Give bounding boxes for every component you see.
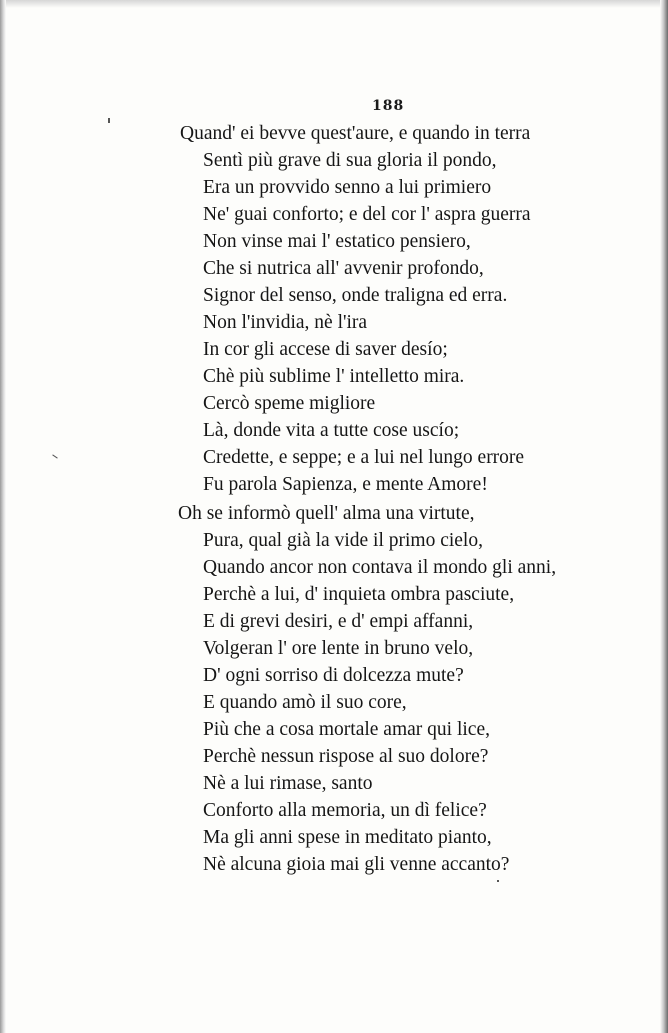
poem-line: Quando ancor non contava il mondo gli anni, bbox=[203, 557, 557, 578]
poem-line: Là, donde vita a tutte cose uscío; bbox=[203, 420, 460, 441]
poem-line: D' ogni sorriso di dolcezza mute? bbox=[203, 665, 464, 686]
page-right-edge-shadow bbox=[660, 0, 668, 1033]
poem-line: Nè a lui rimase, santo bbox=[203, 773, 373, 794]
ink-speck bbox=[52, 454, 57, 458]
poem-line: Perchè a lui, d' inquieta ombra pasciute, bbox=[203, 584, 515, 605]
poem-line: Ma gli anni spese in meditato pianto, bbox=[203, 827, 492, 848]
poem-line: Cercò speme migliore bbox=[203, 393, 376, 414]
poem-line: In cor gli accese di saver desío; bbox=[203, 339, 448, 360]
poem-line: Fu parola Sapienza, e mente Amore! bbox=[203, 474, 488, 495]
poem-line: E quando amò il suo core, bbox=[203, 692, 407, 713]
poem-line: Pura, qual già la vide il primo cielo, bbox=[203, 530, 483, 551]
poem-line: Era un provvido senno a lui primiero bbox=[203, 177, 492, 198]
ink-speck bbox=[497, 880, 499, 882]
poem-line: Non vinse mai l' estatico pensiero, bbox=[203, 231, 471, 252]
poem-line: Ne' guai conforto; e del cor l' aspra guerra bbox=[203, 204, 531, 225]
page-left-edge-shadow bbox=[0, 0, 6, 1033]
poem-line: Quand' ei bevve quest'aure, e quando in terra bbox=[180, 123, 531, 144]
page-top-edge-shadow bbox=[0, 0, 668, 8]
poem-line: Credette, e seppe; e a lui nel lungo errore bbox=[203, 447, 525, 468]
poem-line: Chè più sublime l' intelletto mira. bbox=[203, 366, 465, 387]
poem-line: Sentì più grave di sua gloria il pondo, bbox=[203, 150, 497, 171]
poem-line: Che si nutrica all' avvenir profondo, bbox=[203, 258, 484, 279]
poem-line: Perchè nessun rispose al suo dolore? bbox=[203, 746, 489, 767]
poem-line: Nè alcuna gioia mai gli venne accanto? bbox=[203, 854, 510, 875]
poem-line: Non l'invidia, nè l'ira bbox=[203, 312, 368, 333]
poem-line: Più che a cosa mortale amar qui lice, bbox=[203, 719, 490, 740]
poem-line: Volgeran l' ore lente in bruno velo, bbox=[203, 638, 474, 659]
poem-line: Signor del senso, onde traligna ed erra. bbox=[203, 285, 508, 306]
poem-line: Oh se informò quell' alma una virtute, bbox=[178, 503, 475, 524]
poem-line: Conforto alla memoria, un dì felice? bbox=[203, 800, 487, 821]
ink-speck bbox=[108, 118, 110, 123]
poem-line: E di grevi desiri, e d' empi affanni, bbox=[203, 611, 474, 632]
page-number: 188 bbox=[372, 98, 405, 114]
